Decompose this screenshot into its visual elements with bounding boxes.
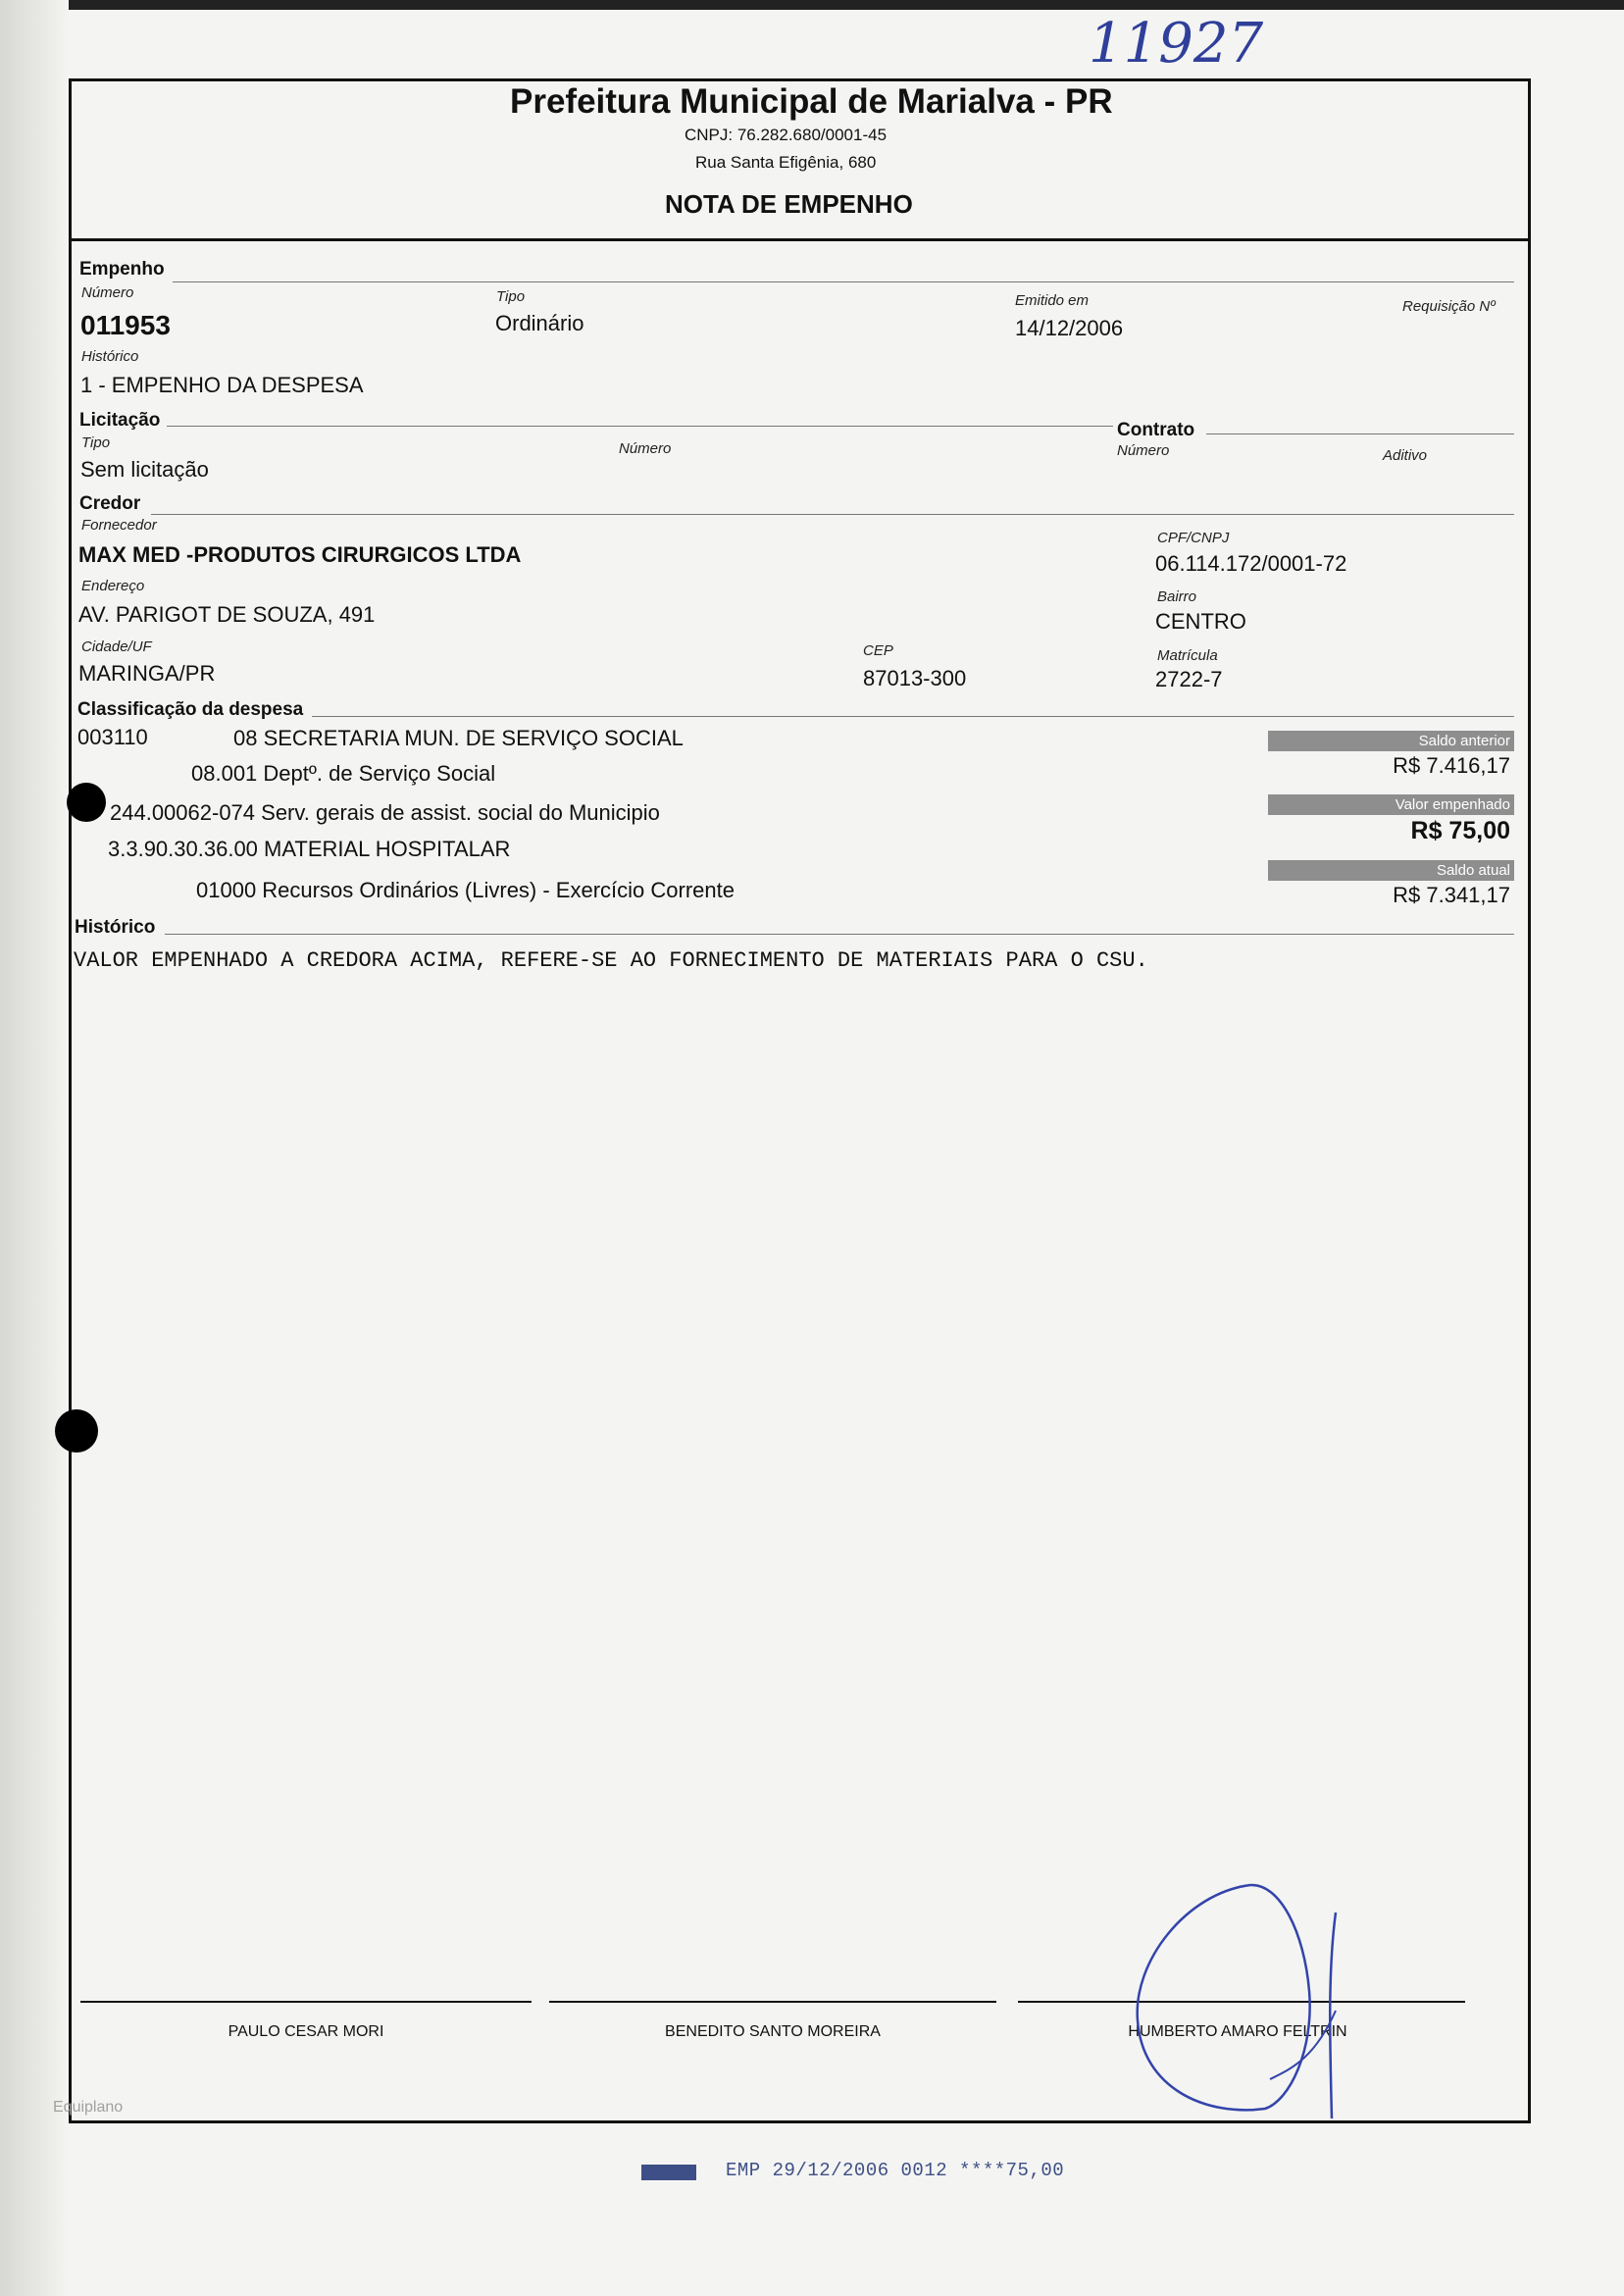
empenho-section-title: Empenho xyxy=(79,259,165,280)
saldo-anterior-value: R$ 7.416,17 xyxy=(1393,753,1510,778)
signature-name-3: HUMBERTO AMARO FELTRIN xyxy=(1128,2023,1347,2040)
endereco-value: AV. PARIGOT DE SOUZA, 491 xyxy=(78,602,376,627)
signature-line-2 xyxy=(549,2001,996,2003)
handwritten-signature xyxy=(1118,1873,1353,2128)
credor-section-title: Credor xyxy=(79,493,141,514)
empenho-emitido-label: Emitido em xyxy=(1015,292,1090,309)
matricula-value: 2722-7 xyxy=(1155,667,1223,691)
fornecedor-label: Fornecedor xyxy=(81,517,157,534)
empenho-numero: 011953 xyxy=(80,310,171,340)
header-cnpj: CNPJ: 76.282.680/0001-45 xyxy=(685,126,888,144)
licitacao-numero-label: Número xyxy=(619,440,672,457)
saldo-atual-label: Saldo atual xyxy=(1268,860,1514,881)
licitacao-section-title: Licitação xyxy=(79,410,161,431)
cep-value: 87013-300 xyxy=(863,666,967,690)
dotacao-recurso: 01000 Recursos Ordinários (Livres) - Exercício Corrente xyxy=(196,878,735,902)
matricula-label: Matrícula xyxy=(1157,647,1218,664)
contrato-numero-label: Número xyxy=(1117,442,1170,459)
historico-rule xyxy=(165,934,1514,935)
historico-text: VALOR EMPENHADO A CREDORA ACIMA, REFERE-SE AO FORNECIMENTO DE MATERIAIS PARA O CSU. xyxy=(74,948,1148,973)
hole-punch-1 xyxy=(67,783,106,822)
scan-top-edge xyxy=(0,0,1624,10)
endereco-label: Endereço xyxy=(81,578,145,594)
dotacao-departamento: 08.001 Deptº. de Serviço Social xyxy=(191,761,496,786)
licitacao-tipo-label: Tipo xyxy=(81,434,111,451)
classificacao-section-title: Classificação da despesa xyxy=(77,699,304,720)
empenho-emitido: 14/12/2006 xyxy=(1015,316,1124,340)
contrato-section-title: Contrato xyxy=(1117,420,1195,440)
licitacao-rule xyxy=(167,426,1113,427)
header-divider xyxy=(69,238,1531,241)
historico-section-title: Histórico xyxy=(75,917,156,938)
signature-name-2: BENEDITO SANTO MOREIRA xyxy=(665,2023,881,2040)
fornecedor-name: MAX MED -PRODUTOS CIRURGICOS LTDA xyxy=(78,542,522,567)
dotacao-code: 003110 xyxy=(77,725,148,749)
bairro-value: CENTRO xyxy=(1155,609,1246,634)
page-title: Prefeitura Municipal de Marialva - PR xyxy=(510,82,1113,121)
bairro-label: Bairro xyxy=(1157,588,1197,605)
empenho-tipo-label: Tipo xyxy=(496,288,526,305)
cep-label: CEP xyxy=(863,642,893,659)
empenho-historico: 1 - EMPENHO DA DESPESA xyxy=(80,373,364,397)
cidade-label: Cidade/UF xyxy=(81,638,152,655)
contrato-aditivo-label: Aditivo xyxy=(1383,447,1428,464)
cpf-value: 06.114.172/0001-72 xyxy=(1155,551,1347,576)
stamp-logo xyxy=(641,2165,696,2180)
empenho-tipo: Ordinário xyxy=(495,311,584,335)
requisicao-label: Requisição Nº xyxy=(1402,298,1496,315)
valor-empenhado-value: R$ 75,00 xyxy=(1410,817,1510,844)
bank-stamp: EMP 29/12/2006 0012 ****75,00 xyxy=(726,2160,1065,2181)
signature-line-1 xyxy=(80,2001,532,2003)
dotacao-projeto: 244.00062-074 Serv. gerais de assist. social do Municipio xyxy=(110,800,660,825)
cpf-label: CPF/CNPJ xyxy=(1157,530,1230,546)
empenho-historico-label: Histórico xyxy=(81,348,139,365)
footer-brand: Equiplano xyxy=(53,2099,124,2116)
classificacao-rule xyxy=(312,716,1514,717)
empenho-rule xyxy=(173,281,1514,282)
handwritten-number: 11927 xyxy=(1089,12,1264,76)
dotacao-elemento: 3.3.90.30.36.00 MATERIAL HOSPITALAR xyxy=(108,837,511,861)
licitacao-tipo: Sem licitação xyxy=(80,457,209,482)
hole-punch-2 xyxy=(55,1409,98,1453)
doc-title: NOTA DE EMPENHO xyxy=(665,189,913,219)
header-address: Rua Santa Efigênia, 680 xyxy=(695,153,877,172)
dotacao-secretaria: 08 SECRETARIA MUN. DE SERVIÇO SOCIAL xyxy=(233,726,684,750)
saldo-anterior-label: Saldo anterior xyxy=(1268,731,1514,751)
cidade-value: MARINGA/PR xyxy=(78,661,216,686)
valor-empenhado-label: Valor empenhado xyxy=(1268,794,1514,815)
empenho-numero-label: Número xyxy=(81,284,134,301)
credor-rule xyxy=(151,514,1514,515)
saldo-atual-value: R$ 7.341,17 xyxy=(1393,883,1510,907)
signature-name-1: PAULO CESAR MORI xyxy=(228,2023,384,2040)
scan-left-edge xyxy=(0,0,69,2296)
